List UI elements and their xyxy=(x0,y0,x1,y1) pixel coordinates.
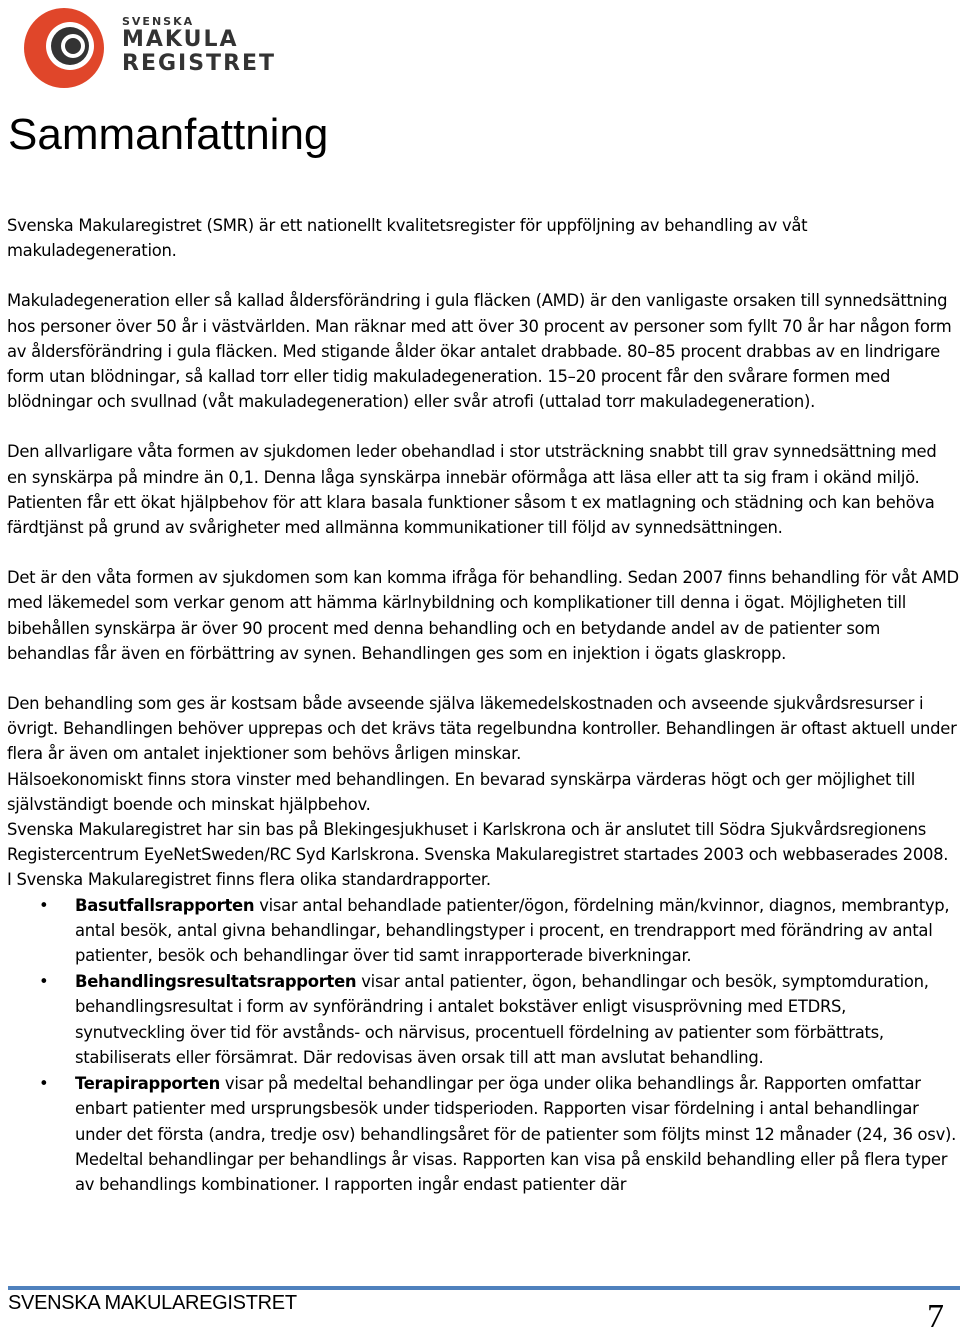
report-list xyxy=(7,893,959,1197)
report-description: visar antal behandlade patienter/ögon, fördelning män/kvinnor, diagnos, membrantyp, antal besök, antal givna behandlingar, behandlingstyper i procent, en trendrapport med förändring av antal patienter, besök och behandlingar över tid samt inrapporterade biverkningar. xyxy=(75,895,950,966)
list-item xyxy=(7,893,959,969)
paragraph-intro: Svenska Makularegistret (SMR) är ett nationellt kvalitetsregister för uppföljning av behandling av våt makuladegeneration. xyxy=(7,216,808,261)
page-title: Sammanfattning xyxy=(8,110,329,159)
smr-logo xyxy=(24,6,277,90)
page-number: 7 xyxy=(927,1298,944,1335)
bullet-icon: • xyxy=(39,972,49,992)
paragraph-cost: Den behandling som ges är kostsam både avseende själva läkemedelskostnaden och avseende sjukvårdsresurser i övrigt. Behandlingen behöver upprepas och det krävs täta regelbundna kontroller. Behandlingen är oftast aktuell under flera år även om antalet injektioner som behövs årligen minskar. xyxy=(7,694,957,764)
document-body xyxy=(7,213,959,1198)
logo-line-3: REGISTRET xyxy=(122,51,277,76)
bullet-icon: • xyxy=(39,895,49,915)
list-item xyxy=(7,1071,959,1197)
report-name: Basutfallsrapporten xyxy=(75,895,255,915)
logo-line-1: SVENSKA xyxy=(122,15,195,28)
paragraph-wet-form: Den allvarligare våta formen av sjukdomen leder obehandlad i stor utsträckning snabbt till grav synnedsättning med en synskärpa på mindre än 0,1. Denna låga synskärpa innebär oförmåga att läsa eller att ta sig fram i okänd miljö. Patienten får ett ökat hjälpbehov för att klara basala funktioner såsom t ex matlagning och städning och kan behöva färdtjänst på grund av svårigheter med allmänna kommunikationer till följd av synnedsättningen. xyxy=(7,442,937,538)
report-description: visar på medeltal behandlingar per öga under olika behandlings år. Rapporten omfattar enbart patienter med ursprungsbesök under tidsperioden. Rapporten visar fördelning i antal behandlingar under det första (andra, tredje osv) behandlingsåret för de patienter som följts minst 12 månader (24, 36 osv). Medeltal behandlingar per behandlings år visas. Rapporten kan visa på enskild behandling eller på flera typer av behandlings kombinationer. I rapporten ingår endast patienter där xyxy=(75,1074,957,1194)
footer-text: SVENSKA MAKULAREGISTRET xyxy=(8,1292,297,1314)
list-item xyxy=(7,969,959,1070)
paragraph-base: Svenska Makularegistret har sin bas på Blekingesjukhuset i Karlskrona och är anslutet till Södra Sjukvårdsregionens Registercentrum EyeNetSweden/RC Syd Karlskrona. Svenska Makularegistret startades 2003 och webbaserades 2008. xyxy=(7,820,949,865)
logo-line-2: MAKULA xyxy=(122,27,239,52)
bullet-icon: • xyxy=(39,1074,49,1094)
paragraph-health-economics: Hälsoekonomiskt finns stora vinster med behandlingen. En bevarad synskärpa värderas högt och ger möjlighet till självständigt boende och minskat hjälpbehov. xyxy=(7,769,916,814)
paragraph-amd: Makuladegeneration eller så kallad åldersförändring i gula fläcken (AMD) är den vanligaste orsaken till synnedsättning hos personer över 50 år i västvärlden. Man räknar med att över 30 procent av personer som fyllt 70 år har någon form av åldersförändring i gula fläcken. Med stigande ålder ökar antalet drabbade. 80–85 procent drabbas av en lindrigare form utan blödningar, så kallad torr eller tidig makuladegeneration. 15–20 procent får den svårare formen med blödningar och svullnad (våt makuladegeneration) eller svår atrofi (uttalad torr makuladegeneration). xyxy=(7,291,952,412)
footer-divider xyxy=(8,1286,960,1290)
report-name: Terapirapporten xyxy=(75,1074,220,1094)
paragraph-treatment: Det är den våta formen av sjukdomen som kan komma ifråga för behandling. Sedan 2007 finns behandling för våt AMD med läkemedel som verkar genom att hämma kärlnybildning och komplikationer till denna i ögat. Möjligheten till bibehållen synskärpa är över 90 procent med denna behandling och en betydande andel av de patienter som behandlas får även en förbättring av synen. Behandlingen ges som en injektion i ögats glaskropp. xyxy=(7,568,959,663)
paragraph-reports-intro: I Svenska Makularegistret finns flera olika standardrapporter. xyxy=(7,870,491,890)
report-name: Behandlingsresultatsrapporten xyxy=(75,972,357,992)
logo-eye-icon xyxy=(24,6,108,90)
report-description: visar antal patienter, ögon, behandlingar och besök, symptomduration, behandlingsresultat i form av synförändring i antalet bokstäver enligt visusprövning med ETDRS, synutveckling över tid för avstånds- och närvisus, procentuell fördelning av patienter som förbättrats, stabiliserats eller försämrat. Där redovisas även orsak till att man avslutat behandling. xyxy=(75,972,929,1067)
